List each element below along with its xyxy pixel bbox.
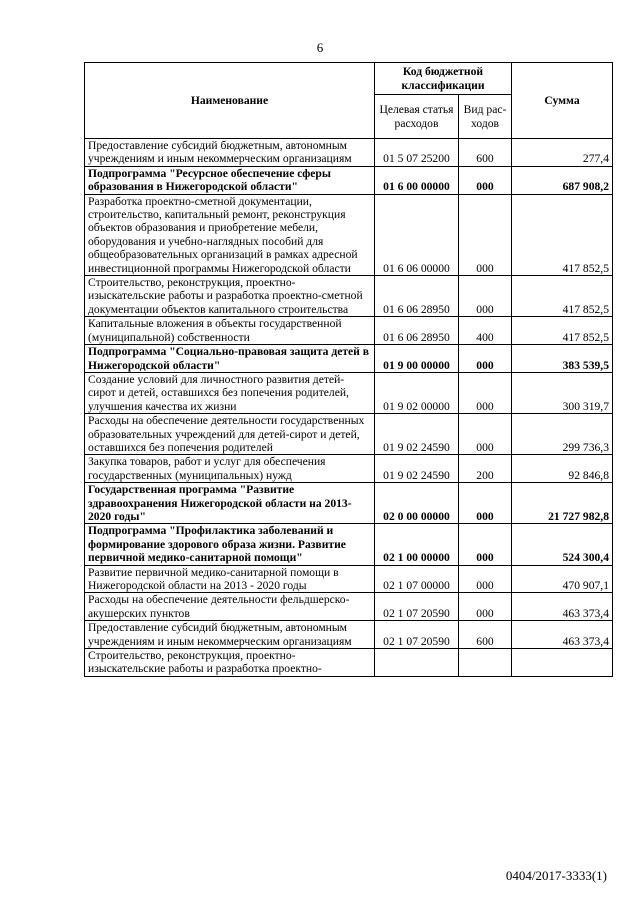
row-kind: 200 <box>459 455 512 483</box>
row-sum: 417 852,5 <box>512 276 613 317</box>
row-sum: 417 852,5 <box>512 194 613 275</box>
row-sum: 300 319,7 <box>512 372 613 413</box>
row-code: 01 5 07 25200 <box>375 139 459 167</box>
row-kind: 000 <box>459 166 512 194</box>
row-code <box>375 649 459 677</box>
row-kind: 000 <box>459 565 512 593</box>
row-kind: 000 <box>459 276 512 317</box>
table-row <box>85 593 613 621</box>
row-kind: 000 <box>459 414 512 455</box>
row-name: Строительство, реконструкция, проектно-изыскательские работы и разработка проектно-сметной документации объектов капитального строительства <box>85 276 375 317</box>
row-name: Строительство, реконструкция, проектно-изыскательские работы и разработка проектно- <box>85 649 375 677</box>
row-name: Разработка проектно-сметной документации, строительство, капитальный ремонт, реконструкция объектов образования и приобретение мебели, оборудования и учебно-наглядных пособий для общеобразовательных организаций в рамках адресной инвестиционной программы Нижегородской области <box>85 194 375 275</box>
header-sum: Сумма <box>512 63 613 139</box>
row-code: 02 1 00 00000 <box>375 524 459 565</box>
row-kind: 000 <box>459 524 512 565</box>
table-row <box>85 345 613 373</box>
row-kind <box>459 649 512 677</box>
row-name: Подпрограмма "Профилактика заболеваний и формирование здорового образа жизни. Развитие первичной медико-санитарной помощи" <box>85 524 375 565</box>
table-row <box>85 524 613 565</box>
row-sum: 92 846,8 <box>512 455 613 483</box>
row-sum: 383 539,5 <box>512 345 613 373</box>
row-sum: 524 300,4 <box>512 524 613 565</box>
row-sum: 277,4 <box>512 139 613 167</box>
row-code: 01 9 02 24590 <box>375 455 459 483</box>
row-sum <box>512 649 613 677</box>
row-sum: 21 727 982,8 <box>512 483 613 524</box>
row-name: Государственная программа "Развитие здравоохранения Нижегородской области на 2013-2020 годы" <box>85 483 375 524</box>
table-row <box>85 565 613 593</box>
row-code: 01 6 00 00000 <box>375 166 459 194</box>
table-row <box>85 276 613 317</box>
row-kind: 600 <box>459 621 512 649</box>
row-kind: 000 <box>459 593 512 621</box>
table-row <box>85 317 613 345</box>
row-name: Создание условий для личностного развития детей-сирот и детей, оставшихся без попечения родителей, улучшения качества их жизни <box>85 372 375 413</box>
row-sum: 417 852,5 <box>512 317 613 345</box>
row-code: 02 0 00 00000 <box>375 483 459 524</box>
row-name: Подпрограмма "Ресурсное обеспечение сферы образования в Нижегородской области" <box>85 166 375 194</box>
row-code: 01 6 06 28950 <box>375 317 459 345</box>
row-kind: 400 <box>459 317 512 345</box>
row-name: Расходы на обеспечение деятельности государственных образовательных учреждений для детей-сирот и детей, оставшихся без попечения родителей <box>85 414 375 455</box>
row-name: Предоставление субсидий бюджетным, автономным учреждениям и иным некоммерческим организациям <box>85 139 375 167</box>
row-name: Развитие первичной медико-санитарной помощи в Нижегородской области на 2013 - 2020 годы <box>85 565 375 593</box>
row-kind: 000 <box>459 372 512 413</box>
row-kind: 000 <box>459 345 512 373</box>
row-code: 01 6 06 28950 <box>375 276 459 317</box>
table-row <box>85 455 613 483</box>
table-row <box>85 166 613 194</box>
row-code: 01 9 00 00000 <box>375 345 459 373</box>
row-sum: 470 907,1 <box>512 565 613 593</box>
table-row <box>85 194 613 275</box>
row-code: 01 9 02 00000 <box>375 372 459 413</box>
row-sum: 463 373,4 <box>512 621 613 649</box>
row-code: 02 1 07 20590 <box>375 593 459 621</box>
row-name: Расходы на обеспечение деятельности фельдшерско-акушерских пунктов <box>85 593 375 621</box>
header-code-group: Код бюджетной классификации <box>375 63 512 95</box>
table-row <box>85 483 613 524</box>
row-kind: 600 <box>459 139 512 167</box>
row-code: 02 1 07 20590 <box>375 621 459 649</box>
row-name: Закупка товаров, работ и услуг для обеспечения государственных (муниципальных) нужд <box>85 455 375 483</box>
row-code: 02 1 07 00000 <box>375 565 459 593</box>
row-sum: 687 908,2 <box>512 166 613 194</box>
header-kind: Вид рас-ходов <box>459 95 512 139</box>
row-kind: 000 <box>459 194 512 275</box>
header-name: Наименование <box>85 63 375 139</box>
row-kind: 000 <box>459 483 512 524</box>
table-row <box>85 649 613 677</box>
row-code: 01 6 06 00000 <box>375 194 459 275</box>
table-row <box>85 139 613 167</box>
header-target: Целевая статья расходов <box>375 95 459 139</box>
row-code: 01 9 02 24590 <box>375 414 459 455</box>
row-sum: 463 373,4 <box>512 593 613 621</box>
row-name: Подпрограмма "Социально-правовая защита детей в Нижегородской области" <box>85 345 375 373</box>
document-number: 0404/2017-3333(1) <box>505 868 607 883</box>
table-row <box>85 621 613 649</box>
row-name: Предоставление субсидий бюджетным, автономным учреждениям и иным некоммерческим организациям <box>85 621 375 649</box>
row-sum: 299 736,3 <box>512 414 613 455</box>
row-name: Капитальные вложения в объекты государственной (муниципальной) собственности <box>85 317 375 345</box>
budget-table <box>84 62 613 677</box>
page-number: 6 <box>316 40 324 55</box>
table-row <box>85 414 613 455</box>
table-row <box>85 372 613 413</box>
